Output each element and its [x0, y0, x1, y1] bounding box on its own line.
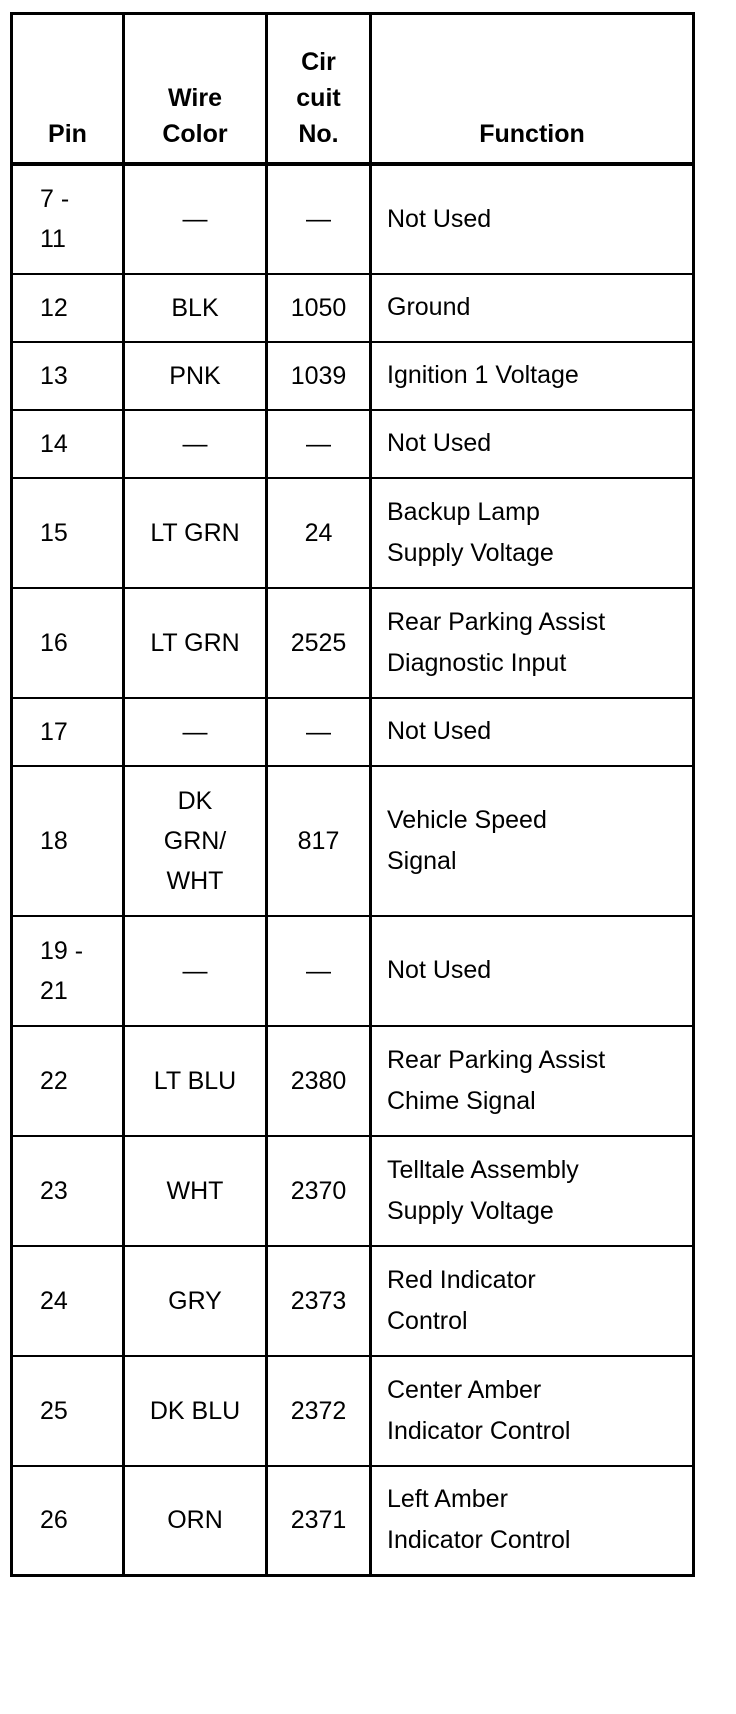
function-cell: Red Indicator Control [371, 1246, 694, 1356]
circuit-number-cell: 2371 [267, 1466, 371, 1576]
wire-color-cell: — [124, 410, 267, 478]
wire-color-cell: LT GRN [124, 478, 267, 588]
function-cell: Not Used [371, 164, 694, 274]
function-cell: Not Used [371, 410, 694, 478]
table-row [12, 1466, 694, 1576]
table-row [12, 1136, 694, 1246]
wire-color-cell: GRY [124, 1246, 267, 1356]
header-function: Function [371, 14, 694, 164]
circuit-number-cell: 2525 [267, 588, 371, 698]
table-row [12, 1356, 694, 1466]
circuit-number-cell: 2373 [267, 1246, 371, 1356]
pin-cell: 12 [12, 274, 124, 342]
table-row [12, 766, 694, 916]
wire-color-cell: — [124, 916, 267, 1026]
circuit-number-cell: — [267, 916, 371, 1026]
table-body [12, 164, 694, 1576]
table-row [12, 164, 694, 274]
wire-color-cell: BLK [124, 274, 267, 342]
circuit-number-cell: 2372 [267, 1356, 371, 1466]
header-circuit-no: Cir cuit No. [267, 14, 371, 164]
circuit-number-cell: — [267, 698, 371, 766]
pin-cell: 17 [12, 698, 124, 766]
pin-cell: 24 [12, 1246, 124, 1356]
function-cell: Left Amber Indicator Control [371, 1466, 694, 1576]
table-row [12, 916, 694, 1026]
table-row [12, 478, 694, 588]
table-row [12, 1246, 694, 1356]
pin-cell: 15 [12, 478, 124, 588]
pin-cell: 13 [12, 342, 124, 410]
function-cell: Not Used [371, 916, 694, 1026]
circuit-number-cell: 24 [267, 478, 371, 588]
wire-color-cell: PNK [124, 342, 267, 410]
function-cell: Not Used [371, 698, 694, 766]
table-row [12, 342, 694, 410]
pin-cell: 23 [12, 1136, 124, 1246]
function-cell: Telltale Assembly Supply Voltage [371, 1136, 694, 1246]
header-wire-color: Wire Color [124, 14, 267, 164]
table-row [12, 588, 694, 698]
header-pin: Pin [12, 14, 124, 164]
wire-color-cell: ORN [124, 1466, 267, 1576]
circuit-number-cell: 1039 [267, 342, 371, 410]
table-row [12, 1026, 694, 1136]
wire-color-cell: DK BLU [124, 1356, 267, 1466]
circuit-number-cell: 2370 [267, 1136, 371, 1246]
wire-color-cell: — [124, 164, 267, 274]
function-cell: Backup Lamp Supply Voltage [371, 478, 694, 588]
wire-color-cell: WHT [124, 1136, 267, 1246]
function-cell: Rear Parking Assist Chime Signal [371, 1026, 694, 1136]
pin-cell: 22 [12, 1026, 124, 1136]
function-cell: Vehicle Speed Signal [371, 766, 694, 916]
pin-cell: 14 [12, 410, 124, 478]
wire-color-cell: — [124, 698, 267, 766]
function-cell: Rear Parking Assist Diagnostic Input [371, 588, 694, 698]
circuit-number-cell: 1050 [267, 274, 371, 342]
pin-cell: 16 [12, 588, 124, 698]
wire-color-cell: DK GRN/ WHT [124, 766, 267, 916]
table-header-row [12, 14, 694, 164]
pin-cell: 19 - 21 [12, 916, 124, 1026]
table-row [12, 274, 694, 342]
wire-color-cell: LT GRN [124, 588, 267, 698]
pin-cell: 18 [12, 766, 124, 916]
circuit-number-cell: — [267, 410, 371, 478]
function-cell: Ignition 1 Voltage [371, 342, 694, 410]
table-row [12, 410, 694, 478]
function-cell: Ground [371, 274, 694, 342]
table-row [12, 698, 694, 766]
wire-color-cell: LT BLU [124, 1026, 267, 1136]
connector-pinout-table [10, 12, 695, 1577]
circuit-number-cell: — [267, 164, 371, 274]
pin-cell: 26 [12, 1466, 124, 1576]
pin-cell: 7 - 11 [12, 164, 124, 274]
circuit-number-cell: 817 [267, 766, 371, 916]
function-cell: Center Amber Indicator Control [371, 1356, 694, 1466]
pin-cell: 25 [12, 1356, 124, 1466]
circuit-number-cell: 2380 [267, 1026, 371, 1136]
